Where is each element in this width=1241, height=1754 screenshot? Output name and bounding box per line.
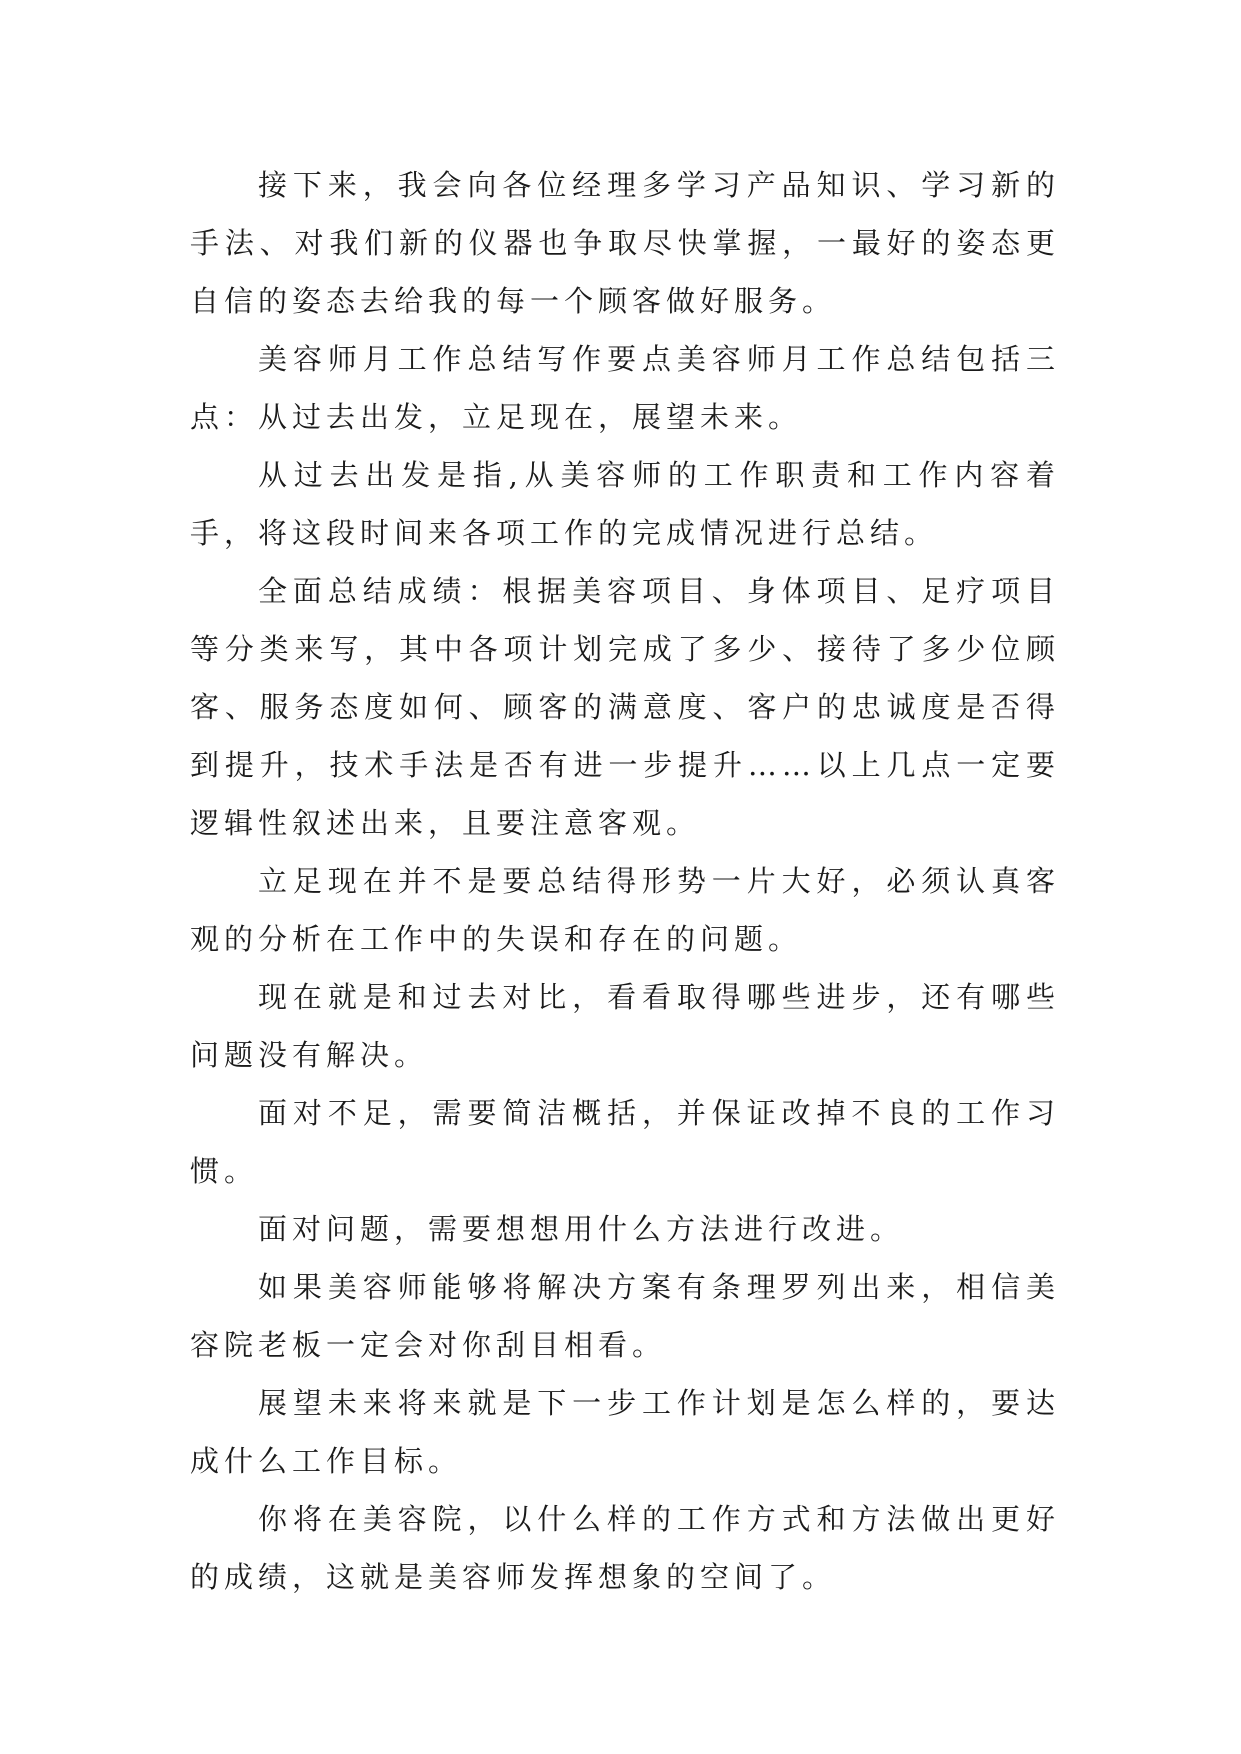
paragraph: 展望未来将来就是下一步工作计划是怎么样的，要达成什么工作目标。: [190, 1386, 1060, 1478]
paragraph: 面对问题，需要想想用什么方法进行改进。: [258, 1212, 905, 1246]
paragraph: 现在就是和过去对比，看看取得哪些进步，还有哪些问题没有解决。: [190, 980, 1060, 1072]
paragraph: 从过去出发是指,从美容师的工作职责和工作内容着手，将这段时间来各项工作的完成情况进行总结。: [190, 458, 1060, 550]
paragraph: 立足现在并不是要总结得形势一片大好，必须认真客观的分析在工作中的失误和存在的问题。: [190, 864, 1060, 956]
paragraph: 面对不足，需要简洁概括，并保证改掉不良的工作习惯。: [190, 1096, 1060, 1188]
paragraph: 你将在美容院，以什么样的工作方式和方法做出更好的成绩，这就是美容师发挥想象的空间了。: [190, 1502, 1060, 1594]
paragraph: 接下来，我会向各位经理多学习产品知识、学习新的手法、对我们新的仪器也争取尽快掌握，一最好的姿态更自信的姿态去给我的每一个顾客做好服务。: [190, 168, 1060, 318]
document-body: [190, 156, 1060, 1606]
paragraph: 全面总结成绩：根据美容项目、身体项目、足疗项目等分类来写，其中各项计划完成了多少、接待了多少位顾客、服务态度如何、顾客的满意度、客户的忠诚度是否得到提升，技术手法是否有进一步提升……以上几点一定要逻辑性叙述出来，且要注意客观。: [190, 574, 1060, 840]
paragraph: 美容师月工作总结写作要点美容师月工作总结包括三点：从过去出发，立足现在，展望未来。: [190, 342, 1060, 434]
paragraph: 如果美容师能够将解决方案有条理罗列出来，相信美容院老板一定会对你刮目相看。: [190, 1270, 1060, 1362]
